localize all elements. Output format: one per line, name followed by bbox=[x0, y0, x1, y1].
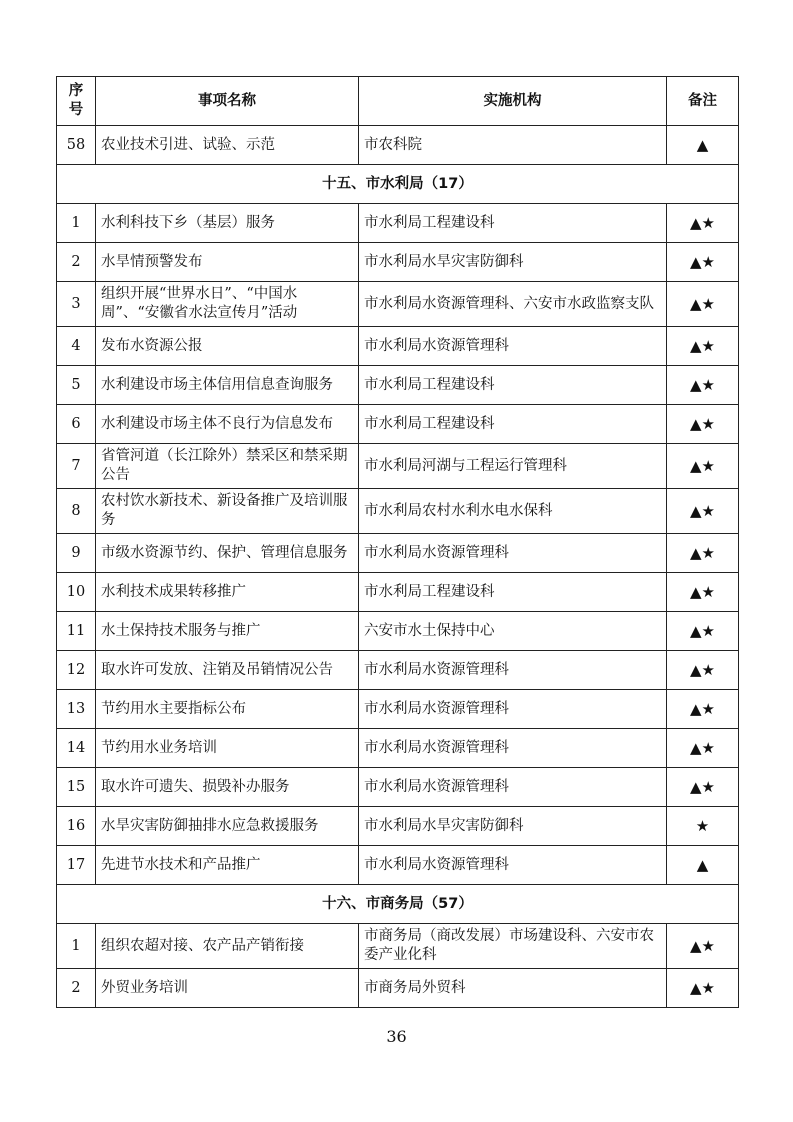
table-row bbox=[57, 612, 739, 651]
row-no: 12 bbox=[57, 651, 96, 690]
header-org: 实施机构 bbox=[359, 77, 667, 126]
section-title: 十五、市水利局（17） bbox=[57, 165, 739, 204]
table-row bbox=[57, 534, 739, 573]
row-org: 市水利局水资源管理科、六安市水政监察支队 bbox=[359, 282, 667, 327]
row-no: 10 bbox=[57, 573, 96, 612]
row-note: ▲★ bbox=[667, 651, 739, 690]
row-item: 农村饮水新技术、新设备推广及培训服务 bbox=[96, 489, 359, 534]
row-item: 节约用水业务培训 bbox=[96, 729, 359, 768]
row-org: 六安市水土保持中心 bbox=[359, 612, 667, 651]
row-item: 取水许可发放、注销及吊销情况公告 bbox=[96, 651, 359, 690]
row-note: ▲★ bbox=[667, 489, 739, 534]
row-org: 市水利局水旱灾害防御科 bbox=[359, 807, 667, 846]
row-note: ▲ bbox=[667, 846, 739, 885]
header-item: 事项名称 bbox=[96, 77, 359, 126]
row-org: 市水利局水资源管理科 bbox=[359, 768, 667, 807]
row-note: ▲★ bbox=[667, 924, 739, 969]
header-note: 备注 bbox=[667, 77, 739, 126]
row-item: 发布水资源公报 bbox=[96, 327, 359, 366]
row-note: ▲★ bbox=[667, 729, 739, 768]
row-note: ▲★ bbox=[667, 969, 739, 1008]
row-item: 水土保持技术服务与推广 bbox=[96, 612, 359, 651]
table-row bbox=[57, 768, 739, 807]
row-note: ★ bbox=[667, 807, 739, 846]
table-row bbox=[57, 969, 739, 1008]
table-header-row bbox=[57, 77, 739, 126]
table-row bbox=[57, 573, 739, 612]
row-item: 组织农超对接、农产品产销衔接 bbox=[96, 924, 359, 969]
row-org: 市水利局工程建设科 bbox=[359, 366, 667, 405]
row-item: 水利建设市场主体不良行为信息发布 bbox=[96, 405, 359, 444]
row-no: 17 bbox=[57, 846, 96, 885]
row-no: 1 bbox=[57, 204, 96, 243]
row-no: 5 bbox=[57, 366, 96, 405]
table-row bbox=[57, 651, 739, 690]
row-note: ▲★ bbox=[667, 768, 739, 807]
row-item: 省管河道（长江除外）禁采区和禁采期公告 bbox=[96, 444, 359, 489]
row-org: 市水利局水资源管理科 bbox=[359, 651, 667, 690]
row-org: 市水利局水资源管理科 bbox=[359, 327, 667, 366]
row-no: 2 bbox=[57, 243, 96, 282]
row-no: 15 bbox=[57, 768, 96, 807]
row-org: 市水利局水资源管理科 bbox=[359, 729, 667, 768]
row-org: 市水利局水资源管理科 bbox=[359, 846, 667, 885]
row-no: 14 bbox=[57, 729, 96, 768]
row-note: ▲★ bbox=[667, 204, 739, 243]
row-org: 市水利局河湖与工程运行管理科 bbox=[359, 444, 667, 489]
row-org: 市商务局外贸科 bbox=[359, 969, 667, 1008]
row-note: ▲★ bbox=[667, 327, 739, 366]
row-item: 组织开展“世界水日”、“中国水周”、“安徽省水法宣传月”活动 bbox=[96, 282, 359, 327]
row-item: 农业技术引进、试验、示范 bbox=[96, 126, 359, 165]
row-no: 7 bbox=[57, 444, 96, 489]
row-note: ▲★ bbox=[667, 243, 739, 282]
row-note: ▲★ bbox=[667, 612, 739, 651]
table-row bbox=[57, 282, 739, 327]
row-item: 水旱情预警发布 bbox=[96, 243, 359, 282]
row-item: 水利建设市场主体信用信息查询服务 bbox=[96, 366, 359, 405]
row-no: 2 bbox=[57, 969, 96, 1008]
table-row bbox=[57, 729, 739, 768]
row-org: 市水利局工程建设科 bbox=[359, 573, 667, 612]
row-item: 节约用水主要指标公布 bbox=[96, 690, 359, 729]
row-note: ▲★ bbox=[667, 444, 739, 489]
service-items-table bbox=[56, 76, 739, 1008]
row-no: 6 bbox=[57, 405, 96, 444]
row-item: 水利技术成果转移推广 bbox=[96, 573, 359, 612]
row-item: 水旱灾害防御抽排水应急救援服务 bbox=[96, 807, 359, 846]
section-heading-row bbox=[57, 165, 739, 204]
row-no: 8 bbox=[57, 489, 96, 534]
section-title: 十六、市商务局（57） bbox=[57, 885, 739, 924]
row-item: 先进节水技术和产品推广 bbox=[96, 846, 359, 885]
row-note: ▲ bbox=[667, 126, 739, 165]
table-row bbox=[57, 204, 739, 243]
row-item: 外贸业务培训 bbox=[96, 969, 359, 1008]
table-row bbox=[57, 846, 739, 885]
table-row bbox=[57, 405, 739, 444]
row-no: 16 bbox=[57, 807, 96, 846]
row-org: 市水利局水旱灾害防御科 bbox=[359, 243, 667, 282]
table-row bbox=[57, 366, 739, 405]
row-org: 市水利局水资源管理科 bbox=[359, 690, 667, 729]
row-org: 市农科院 bbox=[359, 126, 667, 165]
table-row bbox=[57, 327, 739, 366]
row-item: 市级水资源节约、保护、管理信息服务 bbox=[96, 534, 359, 573]
row-no: 4 bbox=[57, 327, 96, 366]
row-no: 58 bbox=[57, 126, 96, 165]
table-row bbox=[57, 690, 739, 729]
header-no: 序号 bbox=[57, 77, 96, 126]
row-note: ▲★ bbox=[667, 573, 739, 612]
row-org: 市水利局工程建设科 bbox=[359, 405, 667, 444]
row-no: 3 bbox=[57, 282, 96, 327]
row-note: ▲★ bbox=[667, 282, 739, 327]
table-row bbox=[57, 126, 739, 165]
row-item: 取水许可遗失、损毁补办服务 bbox=[96, 768, 359, 807]
row-org: 市商务局（商改发展）市场建设科、六安市农委产业化科 bbox=[359, 924, 667, 969]
row-org: 市水利局水资源管理科 bbox=[359, 534, 667, 573]
row-no: 11 bbox=[57, 612, 96, 651]
row-no: 9 bbox=[57, 534, 96, 573]
row-note: ▲★ bbox=[667, 366, 739, 405]
table-row bbox=[57, 489, 739, 534]
row-org: 市水利局农村水利水电水保科 bbox=[359, 489, 667, 534]
page-number: 36 bbox=[386, 1027, 407, 1046]
row-note: ▲★ bbox=[667, 405, 739, 444]
row-note: ▲★ bbox=[667, 690, 739, 729]
row-no: 13 bbox=[57, 690, 96, 729]
row-note: ▲★ bbox=[667, 534, 739, 573]
row-item: 水利科技下乡（基层）服务 bbox=[96, 204, 359, 243]
table-row bbox=[57, 807, 739, 846]
row-no: 1 bbox=[57, 924, 96, 969]
table-row bbox=[57, 243, 739, 282]
row-org: 市水利局工程建设科 bbox=[359, 204, 667, 243]
table-row bbox=[57, 924, 739, 969]
table-row bbox=[57, 444, 739, 489]
section-heading-row bbox=[57, 885, 739, 924]
